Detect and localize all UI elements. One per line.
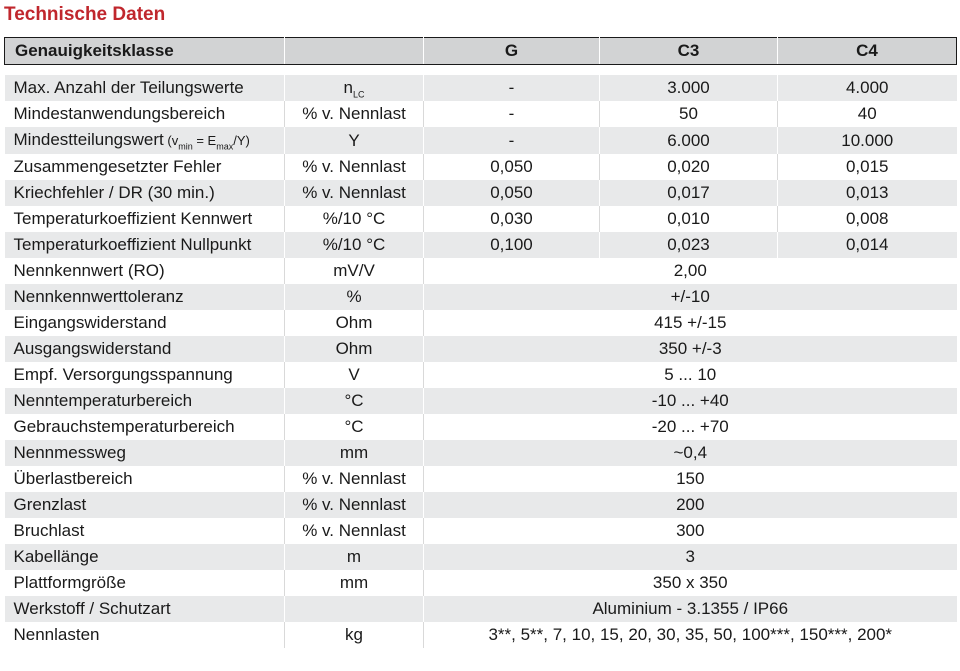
row-unit: % v. Nennlast — [285, 492, 424, 518]
value-c4: 4.000 — [778, 75, 957, 101]
table-header-row — [5, 38, 957, 65]
value-g: - — [424, 101, 600, 127]
row-label: Nenntemperaturbereich — [5, 388, 285, 414]
row-unit: Ohm — [285, 336, 424, 362]
table-row — [5, 101, 957, 127]
header-unit — [285, 38, 424, 65]
table-row — [5, 258, 957, 284]
table-row — [5, 622, 957, 648]
row-value: 3 — [424, 544, 957, 570]
row-value: Aluminium - 3.1355 / IP66 — [424, 596, 957, 622]
row-label: Temperaturkoeffizient Kennwert — [5, 206, 285, 232]
row-value: ~0,4 — [424, 440, 957, 466]
row-unit: % v. Nennlast — [285, 518, 424, 544]
value-c4: 0,013 — [778, 180, 957, 206]
row-label: Mindestteilungswert $(v_{min} = E_{max}/Y)$ — [5, 127, 285, 154]
row-unit: °C — [285, 388, 424, 414]
row-unit: Ohm — [285, 310, 424, 336]
row-label: Eingangswiderstand — [5, 310, 285, 336]
value-c3: 0,010 — [600, 206, 778, 232]
header-spacer — [5, 65, 957, 76]
value-c3: 6.000 — [600, 127, 778, 154]
row-label: Plattformgröße — [5, 570, 285, 596]
spec-table — [4, 37, 957, 648]
value-c3: 0,017 — [600, 180, 778, 206]
table-row — [5, 284, 957, 310]
row-unit: % v. Nennlast — [285, 154, 424, 180]
row-label: Nennmessweg — [5, 440, 285, 466]
row-label: Max. Anzahl der Teilungswerte — [5, 75, 285, 101]
value-c4: 0,015 — [778, 154, 957, 180]
row-unit: V — [285, 362, 424, 388]
row-unit: °C — [285, 414, 424, 440]
value-c4: 0,014 — [778, 232, 957, 258]
table-row — [5, 570, 957, 596]
value-g: - — [424, 75, 600, 101]
header-class-c4: C4 — [778, 38, 957, 65]
table-row — [5, 492, 957, 518]
table-row — [5, 310, 957, 336]
row-unit: %/10 °C — [285, 206, 424, 232]
header-class-c3: C3 — [600, 38, 778, 65]
row-label: Bruchlast — [5, 518, 285, 544]
row-value: -10 ... +40 — [424, 388, 957, 414]
row-value: 5 ... 10 — [424, 362, 957, 388]
row-unit — [285, 596, 424, 622]
row-unit: mV/V — [285, 258, 424, 284]
table-row — [5, 362, 957, 388]
table-row — [5, 127, 957, 154]
table-row — [5, 180, 957, 206]
row-label: Kabellänge — [5, 544, 285, 570]
value-g: - — [424, 127, 600, 154]
table-row — [5, 336, 957, 362]
table-row — [5, 544, 957, 570]
row-label: Ausgangswiderstand — [5, 336, 285, 362]
table-row — [5, 154, 957, 180]
row-label: Empf. Versorgungsspannung — [5, 362, 285, 388]
value-g: 0,030 — [424, 206, 600, 232]
row-value: -20 ... +70 — [424, 414, 957, 440]
row-label: Temperaturkoeffizient Nullpunkt — [5, 232, 285, 258]
table-row — [5, 466, 957, 492]
row-unit: % — [285, 284, 424, 310]
row-value: 150 — [424, 466, 957, 492]
row-label: Werkstoff / Schutzart — [5, 596, 285, 622]
row-unit: % v. Nennlast — [285, 101, 424, 127]
row-label: Nennkennwert (RO) — [5, 258, 285, 284]
row-label: Mindestanwendungsbereich — [5, 101, 285, 127]
row-label: Grenzlast — [5, 492, 285, 518]
row-unit: % v. Nennlast — [285, 466, 424, 492]
row-unit: $n_{LC}$ — [285, 75, 424, 101]
value-c3: 50 — [600, 101, 778, 127]
row-label: Zusammengesetzter Fehler — [5, 154, 285, 180]
table-row — [5, 232, 957, 258]
table-row — [5, 388, 957, 414]
row-unit: %/10 °C — [285, 232, 424, 258]
value-g: 0,050 — [424, 154, 600, 180]
value-c3: 0,023 — [600, 232, 778, 258]
row-unit: Y — [285, 127, 424, 154]
row-value: 2,00 — [424, 258, 957, 284]
row-unit: kg — [285, 622, 424, 648]
value-c3: 3.000 — [600, 75, 778, 101]
row-label: Nennkennwerttoleranz — [5, 284, 285, 310]
row-unit: % v. Nennlast — [285, 180, 424, 206]
row-unit: mm — [285, 440, 424, 466]
row-unit: m — [285, 544, 424, 570]
row-label: Nennlasten — [5, 622, 285, 648]
table-row — [5, 206, 957, 232]
value-c4: 10.000 — [778, 127, 957, 154]
table-row — [5, 414, 957, 440]
value-g: 0,050 — [424, 180, 600, 206]
row-label: Kriechfehler / DR (30 min.) — [5, 180, 285, 206]
table-row — [5, 596, 957, 622]
row-value: +/-10 — [424, 284, 957, 310]
table-row — [5, 518, 957, 544]
value-c4: 0,008 — [778, 206, 957, 232]
row-value: 350 x 350 — [424, 570, 957, 596]
value-c4: 40 — [778, 101, 957, 127]
header-class-g: G — [424, 38, 600, 65]
row-value: 350 +/-3 — [424, 336, 957, 362]
row-value: 300 — [424, 518, 957, 544]
row-unit: mm — [285, 570, 424, 596]
row-label: Gebrauchstemperaturbereich — [5, 414, 285, 440]
table-row — [5, 75, 957, 101]
row-label: Überlastbereich — [5, 466, 285, 492]
row-value: 200 — [424, 492, 957, 518]
row-value: 415 +/-15 — [424, 310, 957, 336]
section-title: Technische Daten — [4, 4, 166, 25]
row-value: 3**, 5**, 7, 10, 15, 20, 30, 35, 50, 100***, 150***, 200* — [424, 622, 957, 648]
value-c3: 0,020 — [600, 154, 778, 180]
table-row — [5, 440, 957, 466]
value-g: 0,100 — [424, 232, 600, 258]
header-accuracy-class: Genauigkeitsklasse — [5, 38, 285, 65]
